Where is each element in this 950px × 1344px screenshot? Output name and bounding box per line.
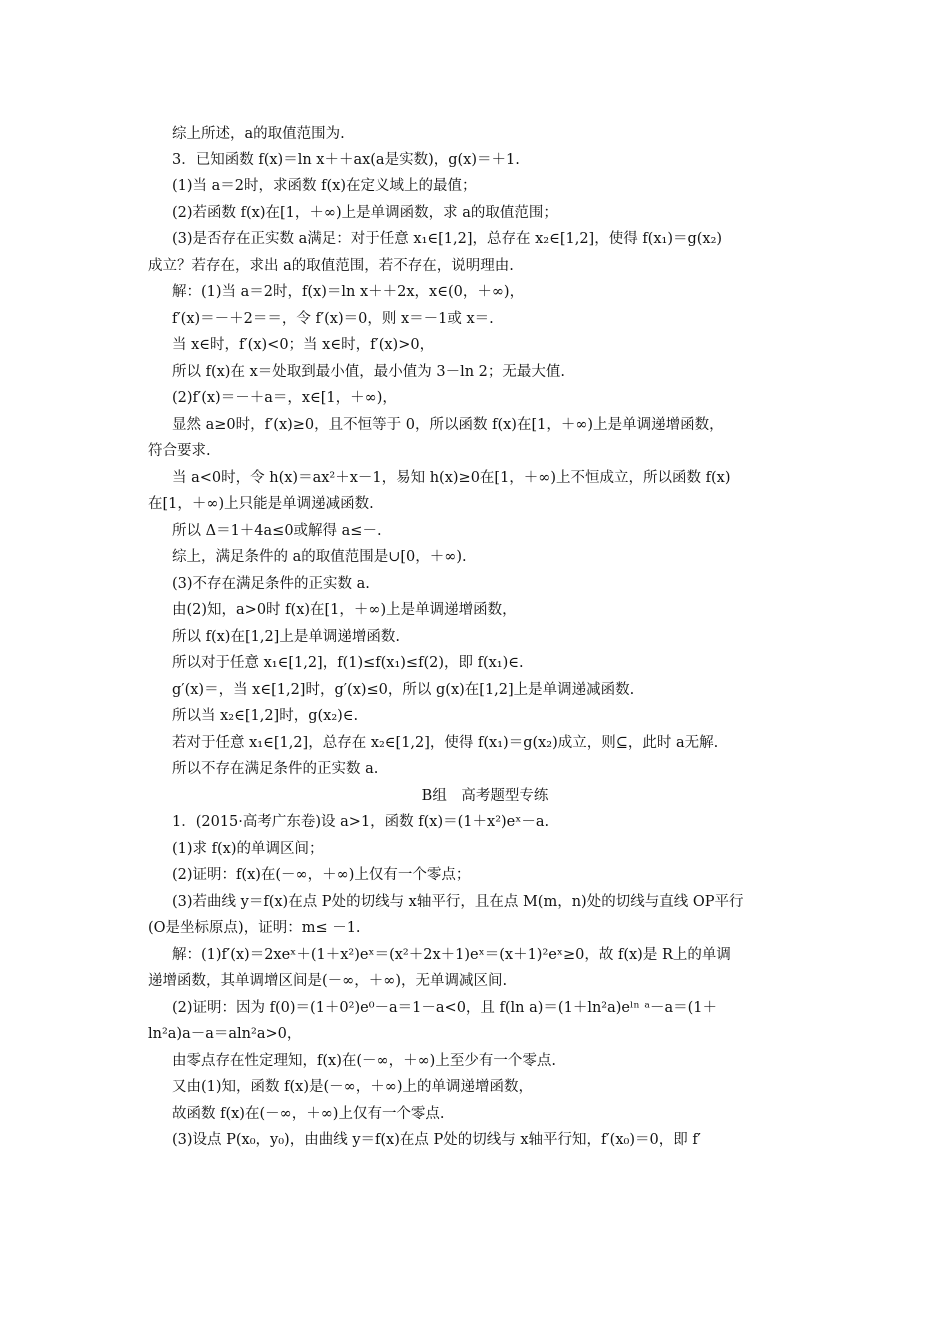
text-line: 在[1，＋∞)上只能是单调递减函数.	[148, 496, 374, 512]
text-line: 符合要求.	[148, 443, 211, 459]
text-line: 由零点存在性定理知，f(x)在(－∞，＋∞)上至少有一个零点.	[172, 1053, 556, 1069]
text-line: 所以 f(x)在[1,2]上是单调递增函数.	[172, 629, 400, 645]
text-line: 显然 a≥0时，f′(x)≥0，且不恒等于 0，所以函数 f(x)在[1，＋∞)上是单调递增函数，	[172, 417, 724, 433]
text-line: (2)证明：f(x)在(－∞，＋∞)上仅有一个零点；	[172, 867, 471, 883]
solution-start: 解：(1)当 a＝2时，f(x)＝ln x＋＋2x，x∈(0，＋∞)，	[172, 284, 525, 300]
text-line: 综上所述，a的取值范围为.	[172, 126, 345, 142]
section-heading: B组 高考题型专练	[421, 788, 549, 804]
text-line: ln²a)a－a＝aln²a>0，	[148, 1026, 302, 1042]
text-line: (1)求 f(x)的单调区间；	[172, 841, 324, 857]
text-line: 所以对于任意 x₁∈[1,2]，f(1)≤f(x₁)≤f(2)，即 f(x₁)∈.	[172, 655, 524, 671]
text-line: 成立？若存在，求出 a的取值范围，若不存在，说明理由.	[148, 258, 514, 274]
text-line: (3)不存在满足条件的正实数 a.	[172, 576, 370, 592]
text-line: 当 x∈时，f′(x)<0；当 x∈时，f′(x)>0，	[172, 337, 435, 353]
text-line: (3)设点 P(x₀，y₀)，由曲线 y＝f(x)在点 P处的切线与 x轴平行知，f′(x₀)＝0，即 f′	[172, 1132, 701, 1148]
text-line: 又由(1)知，函数 f(x)是(－∞，＋∞)上的单调递增函数，	[172, 1079, 533, 1095]
text-line: g′(x)＝，当 x∈[1,2]时，g′(x)≤0，所以 g(x)在[1,2]上是单调递减函数.	[172, 682, 635, 698]
text-line: 所以不存在满足条件的正实数 a.	[172, 761, 379, 777]
text-line: 所以 f(x)在 x＝处取到最小值，最小值为 3－ln 2；无最大值.	[172, 364, 566, 380]
text-line: 由(2)知，a>0时 f(x)在[1，＋∞)上是单调递增函数，	[172, 602, 517, 618]
text-line: (1)当 a＝2时，求函数 f(x)在定义域上的最值；	[172, 178, 477, 194]
text-line: (O是坐标原点)，证明：m≤ －1.	[148, 920, 361, 936]
text-line: (3)是否存在正实数 a满足：对于任意 x₁∈[1,2]，总存在 x₂∈[1,2]，使得 f(x₁)＝g(x₂)	[172, 231, 723, 247]
text-line: 所以 Δ＝1＋4a≤0或解得 a≤－.	[172, 523, 382, 539]
text-line: 当 a<0时，令 h(x)＝ax²＋x－1，易知 h(x)≥0在[1，＋∞)上不恒成立，所以函数 f(x)	[172, 470, 731, 486]
problem-1-statement: 1．(2015·高考广东卷)设 a>1，函数 f(x)＝(1＋x²)eˣ－a.	[172, 814, 550, 830]
text-line: 递增函数，其单调增区间是(－∞，＋∞)，无单调减区间.	[148, 973, 508, 989]
text-line: (3)若曲线 y＝f(x)在点 P处的切线与 x轴平行，且在点 M(m，n)处的切线与直线 OP平行	[172, 894, 744, 910]
problem-3-statement: 3．已知函数 f(x)＝ln x＋＋ax(a是实数)，g(x)＝＋1.	[172, 152, 520, 168]
text-line: f′(x)＝－＋2＝＝，令 f′(x)＝0，则 x＝－1或 x＝.	[172, 311, 494, 327]
text-line: 综上，满足条件的 a的取值范围是∪[0，＋∞).	[172, 549, 467, 565]
text-line: (2)证明：因为 f(0)＝(1＋0²)e⁰－a＝1－a<0，且 f(ln a)＝(1＋ln²a)eˡⁿ ᵃ－a＝(1＋	[172, 1000, 718, 1016]
text-line: (2)若函数 f(x)在[1，＋∞)上是单调函数，求 a的取值范围；	[172, 205, 558, 221]
text-line: 所以当 x₂∈[1,2]时，g(x₂)∈.	[172, 708, 359, 724]
text-line: 故函数 f(x)在(－∞，＋∞)上仅有一个零点.	[172, 1106, 445, 1122]
text-line: 若对于任意 x₁∈[1,2]，总存在 x₂∈[1,2]，使得 f(x₁)＝g(x₂)成立，则⊆，此时 a无解.	[172, 735, 719, 751]
text-line: (2)f′(x)＝－＋a＝，x∈[1，＋∞)，	[172, 390, 397, 406]
solution-start: 解：(1)f′(x)＝2xeˣ＋(1＋x²)eˣ＝(x²＋2x＋1)eˣ＝(x＋1)²eˣ≥0，故 f(x)是 R上的单调	[172, 947, 731, 963]
